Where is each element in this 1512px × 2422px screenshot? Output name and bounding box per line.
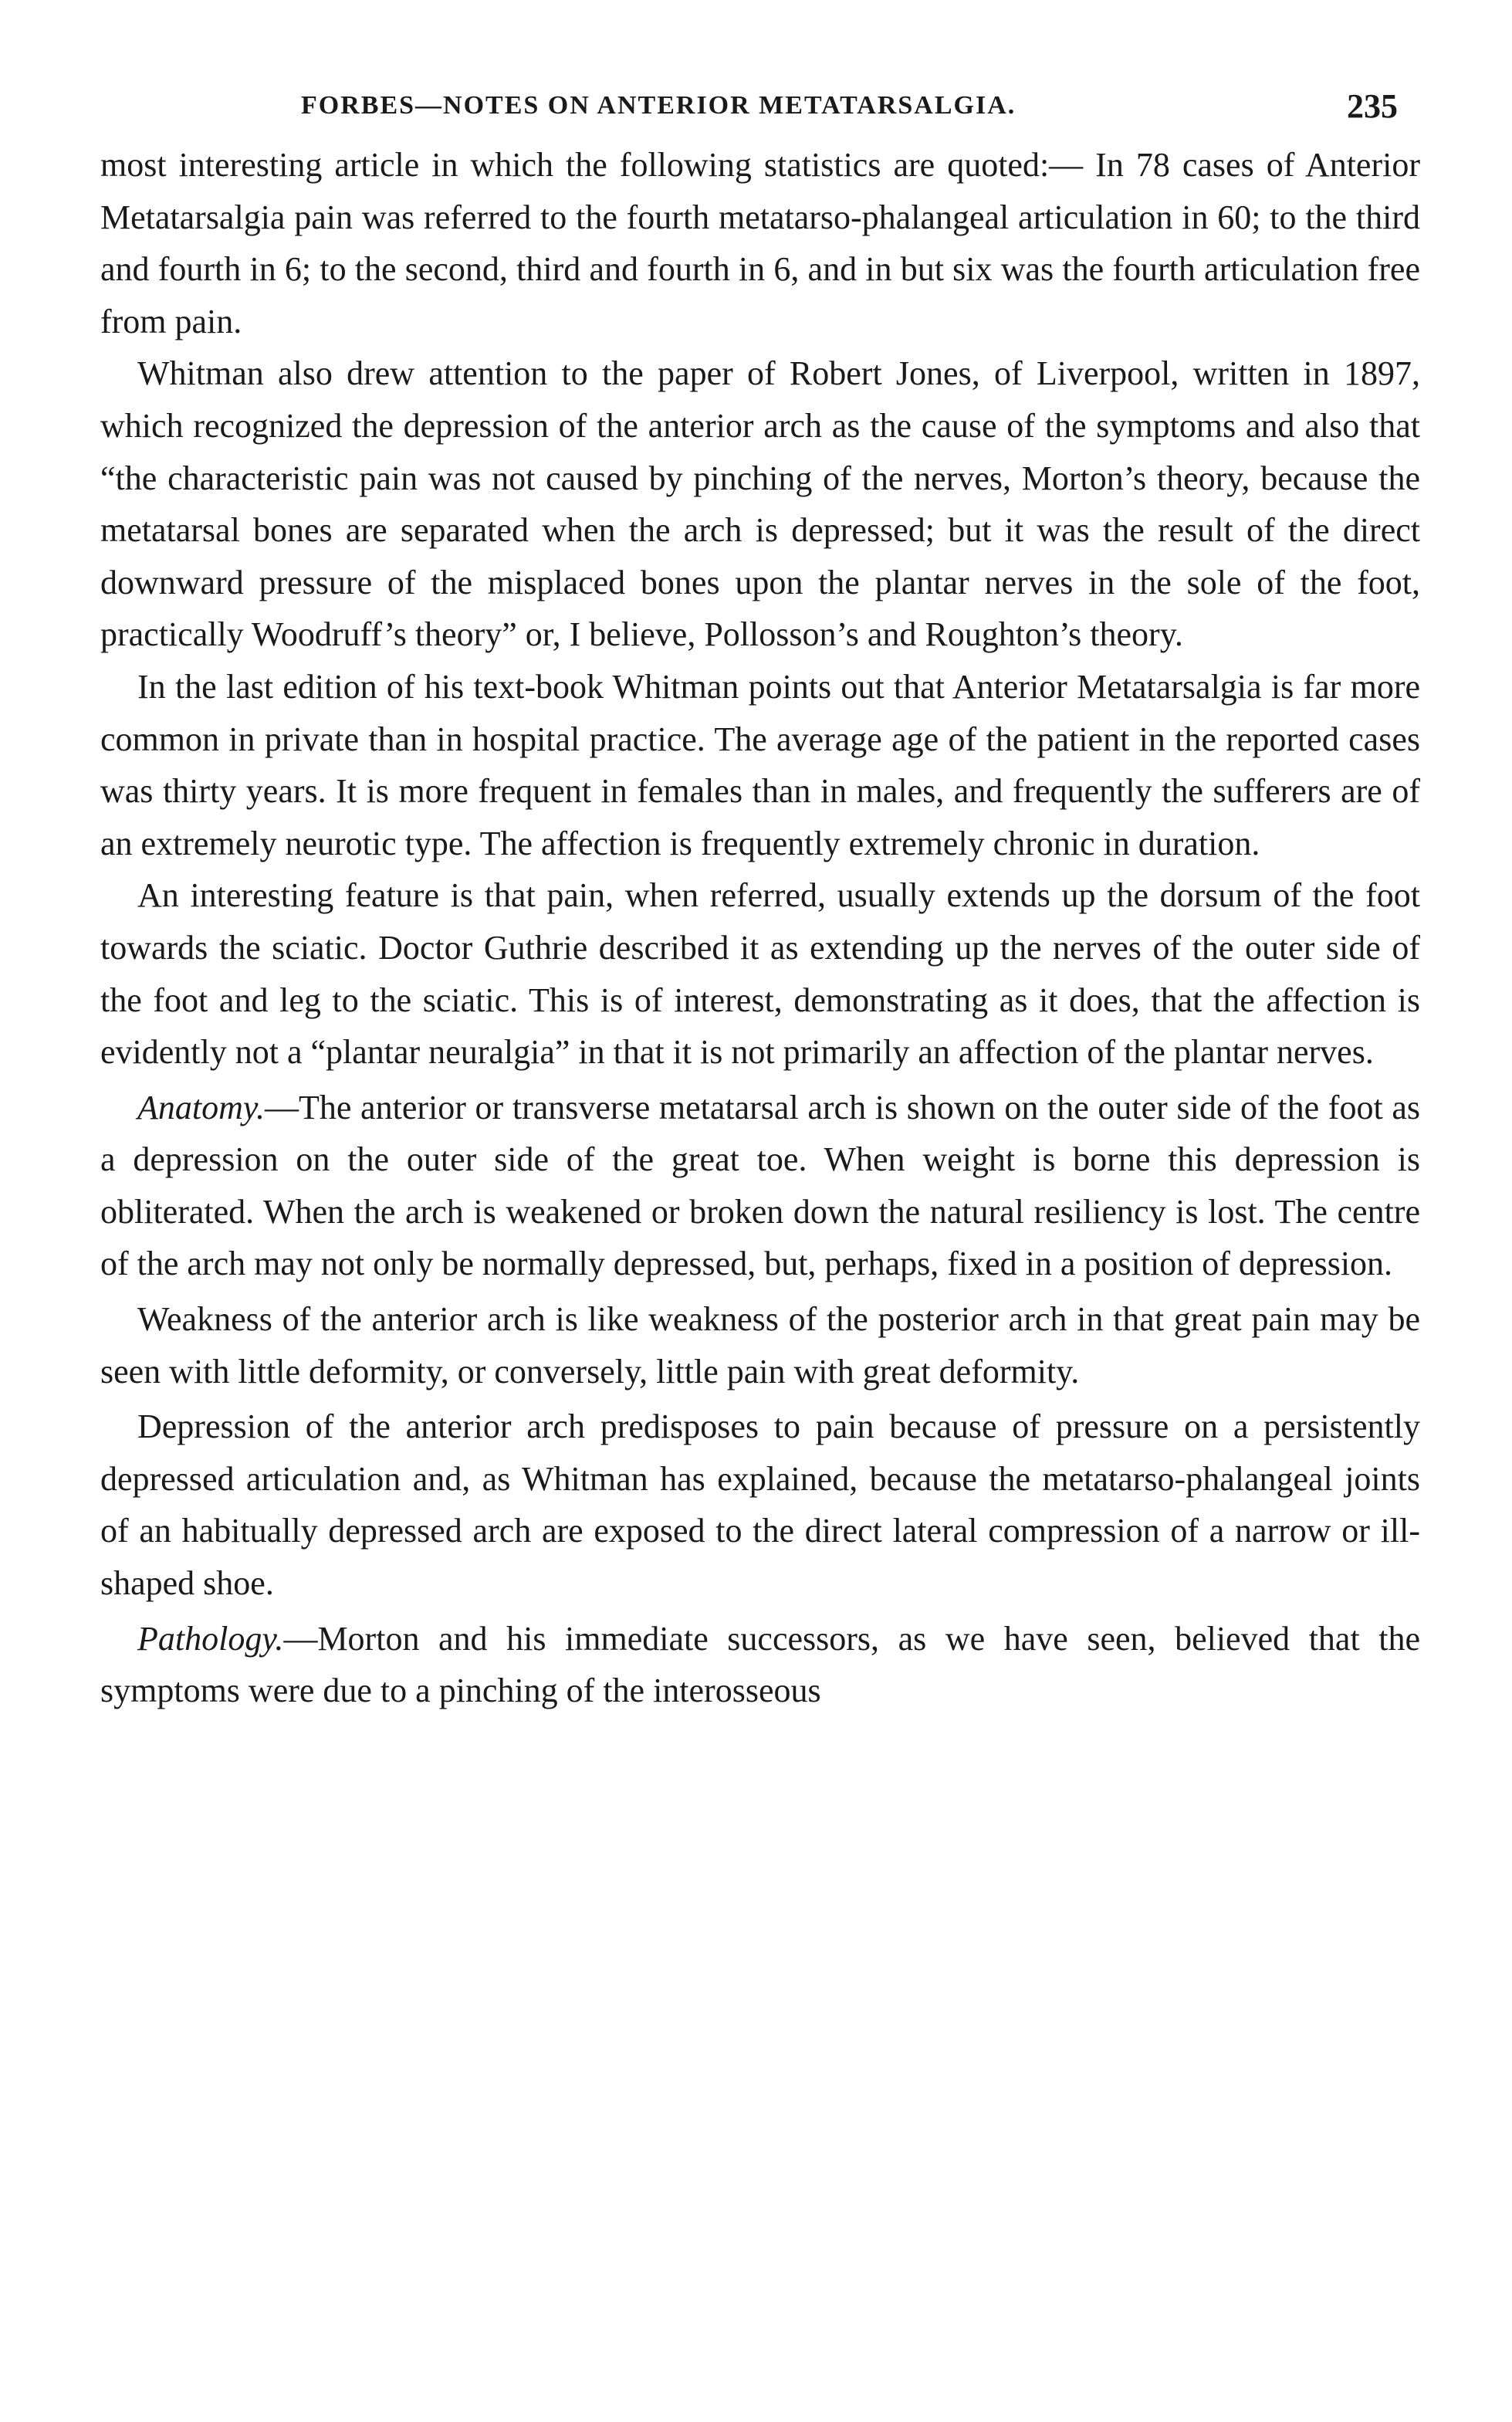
paragraph-robert-jones: [100, 347, 1420, 661]
body-text: [100, 139, 1420, 1717]
paragraph-text: most interesting article in which the following statistics are quoted:— In 78 cases of Anterior Metatarsalgia pain was referred to the fourth metatarso-phalangeal articulation in 60; to the third and fourth in 6; to the second, third and fourth in 6, and in but six was the fourth articulation free from pain.: [100, 146, 1420, 340]
section-heading-anatomy: Anatomy.: [137, 1088, 265, 1126]
paragraph-statistics: [100, 139, 1420, 347]
running-header: FORBES—NOTES ON ANTERIOR METATARSALGIA.: [301, 91, 1016, 120]
paragraph-text: In the last edition of his text-book Whitman points out that Anterior Metatarsalgia is far more common in private than in hospital practice. The average age of the patient in the reported cases was thirty years. It is more frequent in females than in males, and frequently the sufferers are of an extremely neurotic type. The affection is frequently extremely chronic in duration.: [100, 667, 1420, 862]
paragraph-anatomy: [100, 1082, 1420, 1290]
paragraph-text: An interesting feature is that pain, when referred, usually extends up the dorsum of the foot towards the sciatic. Doctor Guthrie described it as extending up the nerves of the outer side of the foot and leg to the sciatic. This is of interest, demonstrating as it does, that the affection is evidently not a “plantar neuralgia” in that it is not primarily an affection of the plantar nerves.: [100, 876, 1420, 1072]
paragraph-text: —The anterior or transverse metatarsal arch is shown on the outer side of the foot as a depression on the outer side of the great toe. When weight is borne this depression is obliterated. When the arch is weakened or broken down the natural resiliency is lost. The centre of the arch may not only be normally depressed, but, perhaps, fixed in a position of depression.: [100, 1088, 1420, 1283]
paragraph-text: Whitman also drew attention to the paper of Robert Jones, of Liverpool, written in 1897, which recognized the depression of the anterior arch as the cause of the symptoms and also that “the characteristic pain was not caused by pinching of the nerves, Morton’s theory, because the metatarsal bones are separated when the arch is depressed; but it was the result of the direct downward pressure of the misplaced bones upon the plantar nerves in the sole of the foot, practically Woodruff’s theory” or, I believe, Pollosson’s and Roughton’s theory.: [100, 354, 1420, 654]
paragraph-text-book: [100, 661, 1420, 869]
paragraph-text: Weakness of the anterior arch is like weakness of the posterior arch in that great pain may be seen with little deformity, or conversely, little pain with great deformity.: [100, 1300, 1420, 1391]
paragraph-text: Depression of the anterior arch predisposes to pain because of pressure on a persistently depressed articulation and, as Whitman has explained, because the metatarso-phalangeal joints of an habitually depressed arch are exposed to the direct lateral compression of a narrow or ill-shaped shoe.: [100, 1407, 1420, 1603]
paragraph-weakness: [100, 1293, 1420, 1397]
section-heading-pathology: Pathology.: [137, 1619, 284, 1658]
paragraph-pathology: [100, 1613, 1420, 1717]
paragraph-text: —Morton and his immediate successors, as we have seen, believed that the symptoms were due to a pinching of the interosseous: [100, 1619, 1420, 1710]
paragraph-depression: [100, 1401, 1420, 1609]
paragraph-interesting-feature: [100, 869, 1420, 1078]
page-number: 235: [1347, 87, 1398, 125]
